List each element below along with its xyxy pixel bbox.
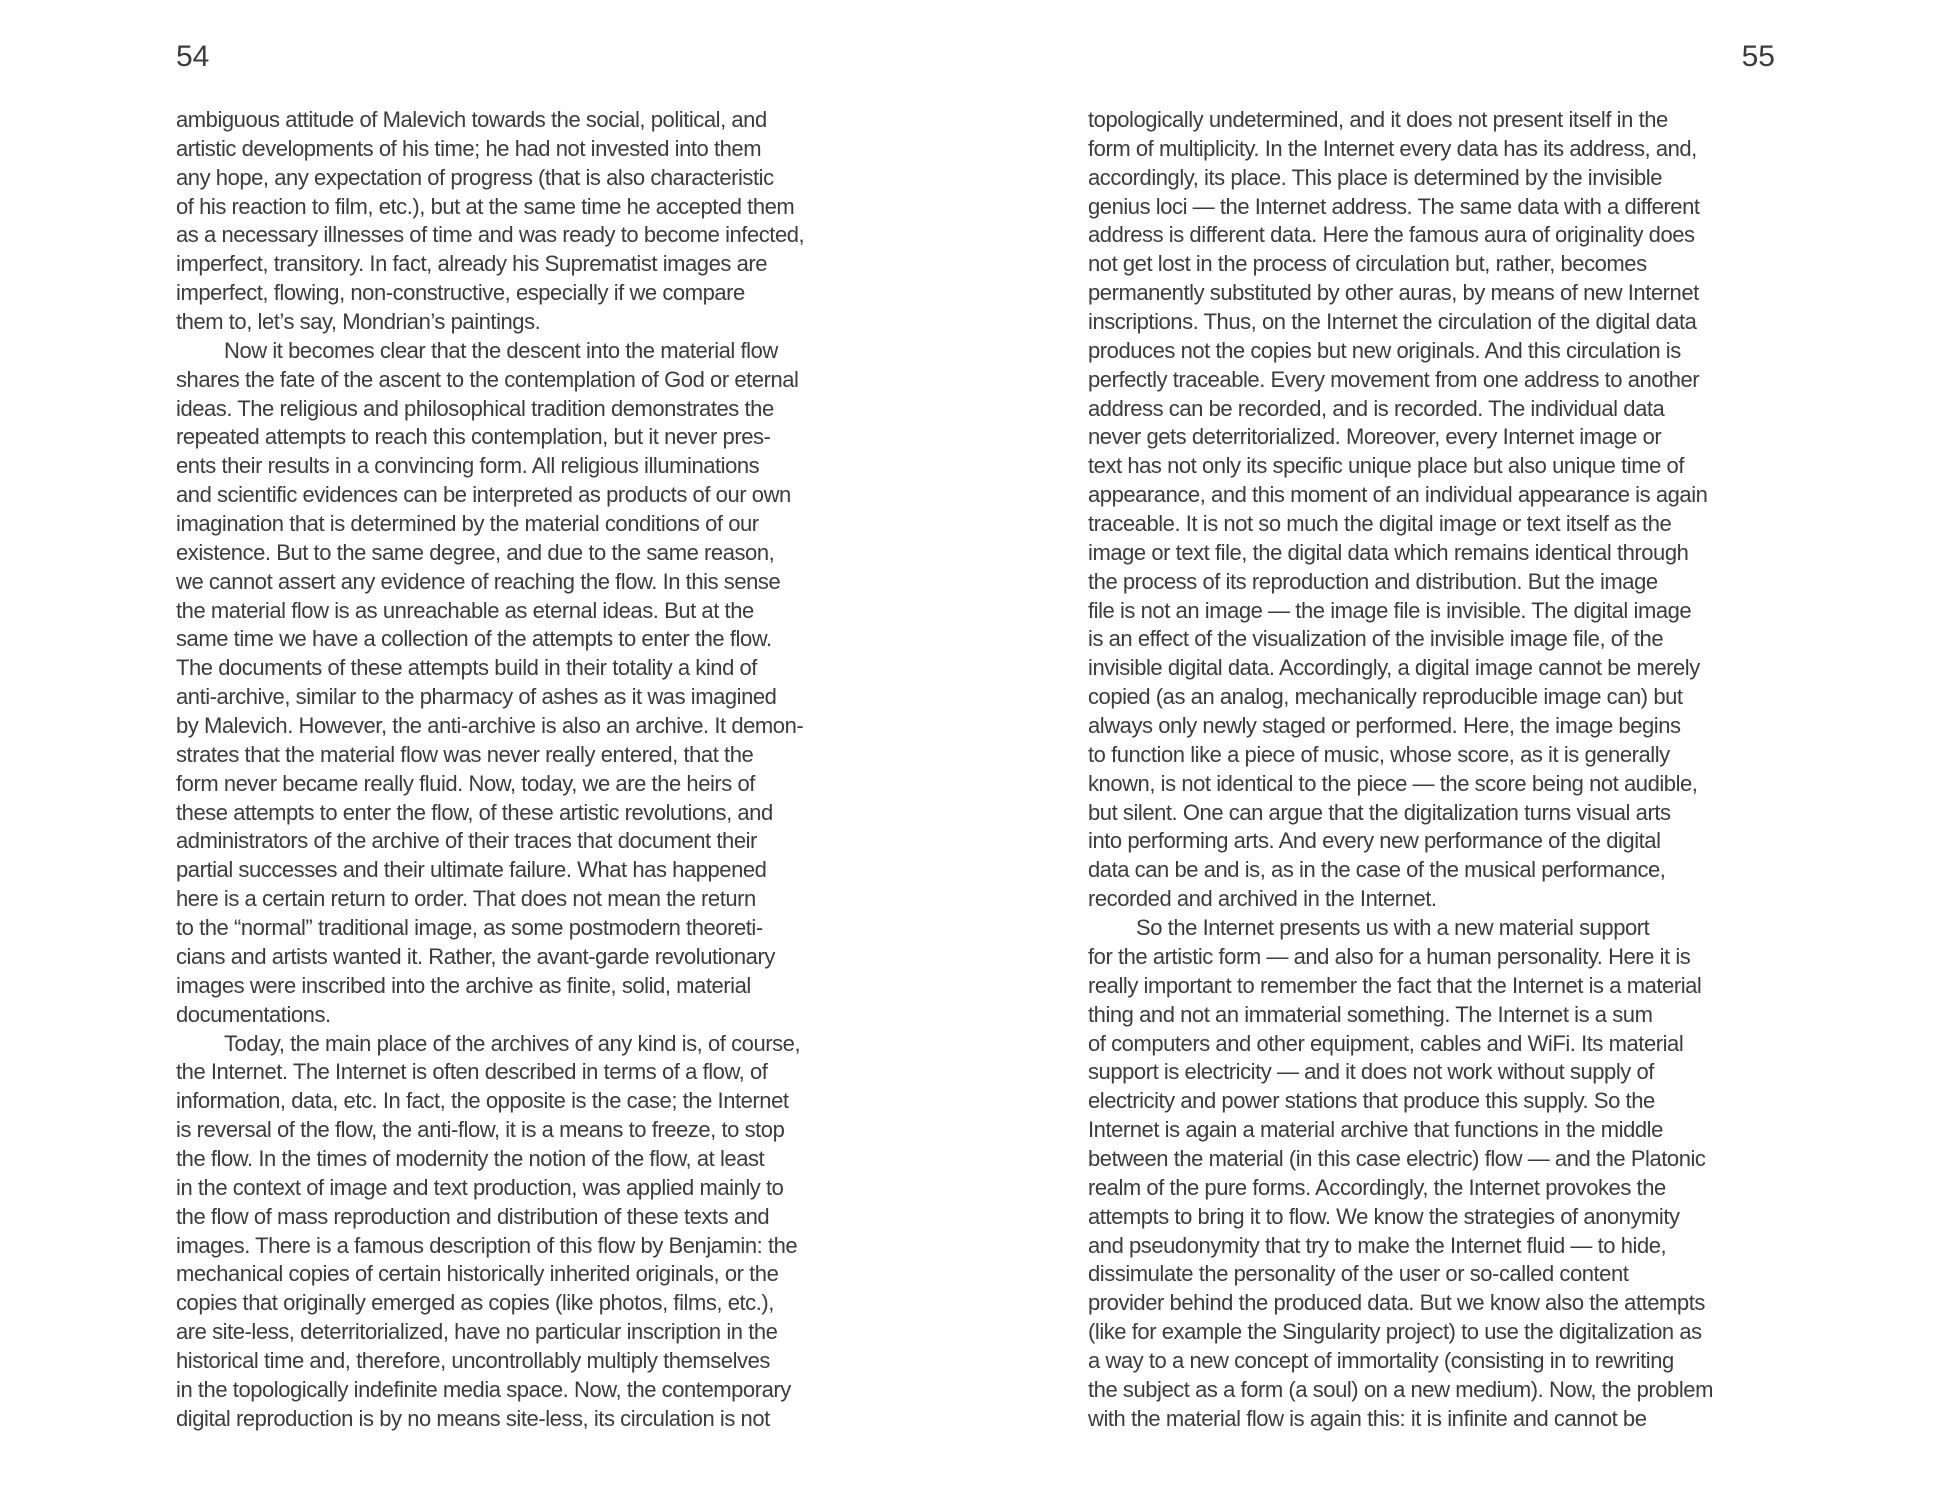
text-line: form of multiplicity. In the Internet every data has its address, and, [1088, 135, 1697, 161]
text-line: of computers and other equipment, cables and WiFi. Its material [1088, 1030, 1684, 1056]
text-line: Internet is again a material archive that functions in the middle [1088, 1117, 1663, 1143]
text-line: to the “normal” traditional image, as some postmodern theoreti- [176, 915, 763, 941]
text-line: address is different data. Here the famous aura of originality does [1088, 222, 1695, 248]
text-line: images were inscribed into the archive as finite, solid, material [176, 972, 751, 998]
page-54-text-column [176, 106, 863, 1434]
text-line: but silent. One can argue that the digitalization turns visual arts [1088, 799, 1671, 825]
text-line: really important to remember the fact that the Internet is a material [1088, 972, 1702, 998]
text-line: Today, the main place of the archives of any kind is, of course, [224, 1030, 801, 1056]
page-number-left: 54 [176, 40, 210, 73]
text-line: in the topologically indefinite media space. Now, the contemporary [176, 1376, 791, 1402]
text-line: address can be recorded, and is recorded. The individual data [1088, 395, 1665, 421]
text-line: repeated attempts to reach this contemplation, but it never pres- [176, 424, 771, 450]
text-line: realm of the pure forms. Accordingly, the Internet provokes the [1088, 1174, 1666, 1200]
text-line: provider behind the produced data. But we know also the attempts [1088, 1290, 1705, 1316]
text-line: between the material (in this case electric) flow — and the Platonic [1088, 1145, 1706, 1171]
text-line: The documents of these attempts build in their totality a kind of [176, 655, 757, 681]
text-line: recorded and archived in the Internet. [1088, 886, 1437, 912]
text-line: any hope, any expectation of progress (that is also characteristic [176, 164, 774, 190]
text-line: ambiguous attitude of Malevich towards the social, political, and [176, 107, 767, 132]
text-line: a way to a new concept of immortality (consisting in to rewriting [1088, 1347, 1674, 1373]
text-line: genius loci — the Internet address. The same data with a different [1088, 193, 1700, 219]
text-line: data can be and is, as in the case of the musical performance, [1088, 857, 1666, 883]
text-line: ents their results in a convincing form. All religious illuminations [176, 453, 760, 479]
text-line: these attempts to enter the flow, of these artistic revolutions, and [176, 799, 773, 825]
text-line: imperfect, transitory. In fact, already his Suprematist images are [176, 251, 768, 277]
text-line: with the material flow is again this: it is infinite and cannot be [1088, 1405, 1647, 1431]
text-line: imagination that is determined by the material conditions of our [176, 511, 759, 537]
text-line: partial successes and their ultimate failure. What has happened [176, 857, 767, 883]
text-line: topologically undetermined, and it does not present itself in the [1088, 107, 1668, 132]
text-line: thing and not an immaterial something. The Internet is a sum [1088, 1001, 1653, 1027]
text-line: permanently substituted by other auras, by means of new Internet [1088, 280, 1699, 306]
text-line: Now it becomes clear that the descent into the material flow [224, 337, 778, 363]
text-line: them to, let’s say, Mondrian’s paintings. [176, 309, 541, 335]
text-line: documentations. [176, 1001, 331, 1027]
page-number-right: 55 [1741, 40, 1775, 73]
text-line: and scientific evidences can be interpreted as products of our own [176, 482, 791, 508]
text-line: the flow. In the times of modernity the notion of the flow, at least [176, 1145, 765, 1171]
text-line: cians and artists wanted it. Rather, the avant-garde revolutionary [176, 943, 775, 969]
text-line: ideas. The religious and philosophical tradition demonstrates the [176, 395, 774, 421]
text-line: inscriptions. Thus, on the Internet the circulation of the digital data [1088, 309, 1697, 335]
page-55-text-column [1088, 106, 1775, 1434]
text-line: strates that the material flow was never really entered, that the [176, 741, 754, 767]
text-line: information, data, etc. In fact, the opposite is the case; the Internet [176, 1088, 789, 1114]
text-line: existence. But to the same degree, and due to the same reason, [176, 539, 775, 565]
text-line: copies that originally emerged as copies (like photos, films, etc.), [176, 1290, 774, 1316]
text-line: the material flow is as unreachable as eternal ideas. But at the [176, 597, 754, 623]
text-line: as a necessary illnesses of time and was ready to become infected, [176, 222, 805, 248]
text-line: anti-archive, similar to the pharmacy of ashes as it was imagined [176, 684, 777, 710]
text-line: not get lost in the process of circulation but, rather, becomes [1088, 251, 1647, 277]
text-line: So the Internet presents us with a new material support [1136, 915, 1650, 941]
text-line: electricity and power stations that produce this supply. So the [1088, 1088, 1655, 1114]
text-line: digital reproduction is by no means site-less, its circulation is not [176, 1405, 770, 1431]
text-line: dissimulate the personality of the user or so-called content [1088, 1261, 1629, 1287]
text-line: traceable. It is not so much the digital image or text itself as the [1088, 511, 1672, 537]
text-line: to function like a piece of music, whose score, as it is generally [1088, 741, 1670, 767]
text-line: attempts to bring it to flow. We know the strategies of anonymity [1088, 1203, 1680, 1229]
text-line: is reversal of the flow, the anti-flow, it is a means to freeze, to stop [176, 1117, 785, 1143]
text-line: here is a certain return to order. That does not mean the return [176, 886, 756, 912]
text-line: support is electricity — and it does not work without supply of [1088, 1059, 1654, 1085]
text-line: (like for example the Singularity project) to use the digitalization as [1088, 1319, 1702, 1345]
text-line: mechanical copies of certain historically inherited originals, or the [176, 1261, 779, 1287]
text-line: the flow of mass reproduction and distribution of these texts and [176, 1203, 770, 1229]
text-line: into performing arts. And every new performance of the digital [1088, 828, 1661, 854]
text-line: of his reaction to film, etc.), but at the same time he accepted them [176, 193, 795, 219]
text-line: same time we have a collection of the attempts to enter the flow. [176, 626, 772, 652]
text-line: for the artistic form — and also for a human personality. Here it is [1088, 943, 1691, 969]
text-line: the Internet. The Internet is often described in terms of a flow, of [176, 1059, 768, 1085]
text-line: images. There is a famous description of this flow by Benjamin: the [176, 1232, 798, 1258]
text-line: historical time and, therefore, uncontrollably multiply themselves [176, 1347, 770, 1373]
text-line: image or text file, the digital data which remains identical through [1088, 539, 1689, 565]
text-line: appearance, and this moment of an individual appearance is again [1088, 482, 1708, 508]
text-line: and pseudonymity that try to make the Internet fluid — to hide, [1088, 1232, 1667, 1258]
text-line: imperfect, flowing, non-constructive, especially if we compare [176, 280, 745, 306]
text-line: in the context of image and text production, was applied mainly to [176, 1174, 784, 1200]
text-line: file is not an image — the image file is invisible. The digital image [1088, 597, 1692, 623]
text-line: by Malevich. However, the anti-archive is also an archive. It demon- [176, 713, 804, 739]
text-line: administrators of the archive of their traces that document their [176, 828, 757, 854]
text-line: artistic developments of his time; he had not invested into them [176, 135, 762, 161]
text-line: copied (as an analog, mechanically reproducible image can) but [1088, 684, 1683, 710]
text-line: known, is not identical to the piece — the score being not audible, [1088, 770, 1698, 796]
text-line: the process of its reproduction and distribution. But the image [1088, 568, 1658, 594]
text-line: accordingly, its place. This place is determined by the invisible [1088, 164, 1663, 190]
text-line: invisible digital data. Accordingly, a digital image cannot be merely [1088, 655, 1700, 681]
text-line: the subject as a form (a soul) on a new medium). Now, the problem [1088, 1376, 1713, 1402]
text-line: perfectly traceable. Every movement from one address to another [1088, 366, 1700, 392]
text-line: shares the fate of the ascent to the contemplation of God or eternal [176, 366, 799, 392]
text-line: always only newly staged or performed. Here, the image begins [1088, 713, 1681, 739]
text-line: are site-less, deterritorialized, have no particular inscription in the [176, 1319, 778, 1345]
text-line: produces not the copies but new originals. And this circulation is [1088, 337, 1681, 363]
text-line: is an effect of the visualization of the invisible image file, of the [1088, 626, 1664, 652]
text-line: form never became really fluid. Now, today, we are the heirs of [176, 770, 755, 796]
text-line: never gets deterritorialized. Moreover, every Internet image or [1088, 424, 1662, 450]
text-line: text has not only its specific unique place but also unique time of [1088, 453, 1685, 479]
text-line: we cannot assert any evidence of reaching the flow. In this sense [176, 568, 781, 594]
